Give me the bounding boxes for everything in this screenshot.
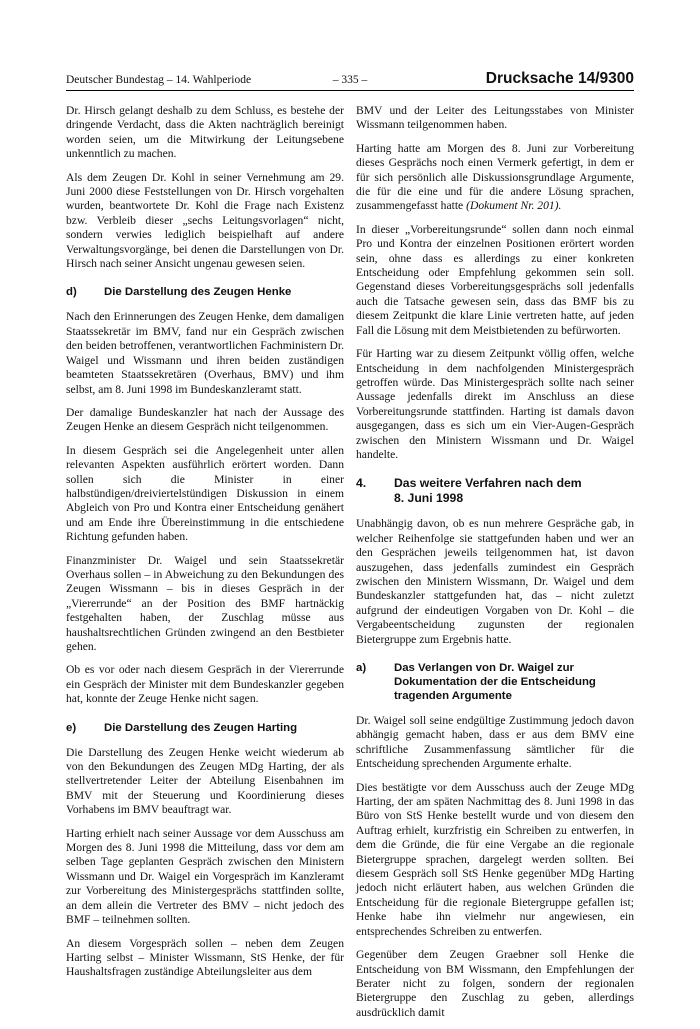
left-column bbox=[66, 104, 344, 989]
paragraph: Der damalige Bundeskanzler hat nach der Aussage des Zeugen Henke an diesem Gespräch nicht teilgenommen. bbox=[66, 405, 344, 434]
section-title-line: Das weitere Verfahren nach dem bbox=[394, 476, 582, 491]
page-number: – 335 – bbox=[332, 74, 368, 86]
paragraph: Für Harting war zu diesem Zeitpunkt völlig offen, welche Entscheidung in dem nachfolgenden Ministergespräch getroffen würde. Das Ministergespräch sollte nach seiner Aussage jedenfalls direkt im Anschluss an diese Vorbereitungsrunde stattfinden. Harting ist damals davon ausgegangen, dass es sich um ein Vier-Augen-Gespräch zwischen den Ministern Wissmann und Dr. Waigel handelte. bbox=[356, 347, 634, 461]
section-heading-d bbox=[66, 285, 344, 299]
section-title-line: 8. Juni 1998 bbox=[394, 491, 464, 506]
paragraph: In diesem Gespräch sei die Angelegenheit unter allen relevanten Aspekten ausführlich erörtert worden. Dann sollen sich die Minister in einer halbstündigen/dreiviertelstündigen Diskussion in einem Abgleich von Pro und Kontra einer Entscheidung genähert und am Ende ihre Übereinstimmung in die entschiedene Richtung gefunden haben. bbox=[66, 443, 344, 544]
header-publication: Deutscher Bundestag – 14. Wahlperiode bbox=[66, 74, 252, 86]
paragraph: An diesem Vorgespräch sollen – neben dem Zeugen Harting selbst – Minister Wissmann, StS Henke, der für Haushaltsfragen zuständige Abteilungsleiter aus dem bbox=[66, 936, 344, 979]
paragraph: Die Darstellung des Zeugen Henke weicht wiederum ab von den Bekundungen des Zeugen MDg Harting, der als stellvertretender Leiter der Abteilung Eisenbahnen im BMV mit der Steuerung und Koordinierung dieses Vorhabens im BMV beauftragt war. bbox=[66, 745, 344, 817]
section-heading-a bbox=[356, 661, 634, 703]
section-title-line: Dokumentation der die Entscheidung bbox=[394, 676, 596, 688]
paragraph bbox=[356, 142, 634, 214]
section-number: d) bbox=[66, 286, 77, 299]
paragraph: Unabhängig davon, ob es nun mehrere Gespräche gab, in welcher Reihenfolge sie stattgefunden haben und wer an den Gesprächen jeweils teilgenommen hat, ist davon auszugehen, dass jedenfalls zumindest ein Gespräch zwischen den Ministern Wissmann, Dr. Waigel und dem Bundeskanzler stattgefunden hat, das – nicht zuletzt aufgrund der eindeutigen Vorgaben von Dr. Kohl – die Vergabeentscheidung zugunsten der regionalen Bietergruppe zum Ergebnis hatte. bbox=[356, 517, 634, 646]
section-heading-e bbox=[66, 721, 344, 735]
section-title: Die Darstellung des Zeugen Harting bbox=[104, 721, 298, 734]
paragraph: Dr. Waigel soll seine endgültige Zustimmung jedoch davon abhängig gemacht haben, dass er aus dem BMV eine schriftliche Zusammenfassung sämtlicher für die Entscheidung sprechenden Argumente erhalte. bbox=[356, 714, 634, 771]
document-reference: (Dokument Nr. 201). bbox=[466, 199, 562, 213]
right-column bbox=[356, 104, 634, 1029]
paragraph: In dieser „Vorbereitungsrunde“ sollen dann noch einmal Pro und Kontra der einzelnen Positionen erörtert worden sein, ohne dass es allerdings zu einer konkreten Entscheidung oder Empfehlung gekommen sein soll. Gegenstand dieses Vorbereitungsgesprächs soll jedenfalls auch die Tatsache gewesen sein, dass das BMF bis zu diesem Zeitpunkt die klare Linie vertreten hatte, auf jeden Fall die Lösung mit dem Meistbietenden zu befürworten. bbox=[356, 222, 634, 337]
document-number: Drucksache 14/9300 bbox=[485, 70, 634, 87]
section-title: Die Darstellung des Zeugen Henke bbox=[104, 286, 292, 299]
paragraph: Finanzminister Dr. Waigel und sein Staatssekretär Overhaus sollen – in Abweichung zu den Bekundungen des Zeugen Wissmann – bis in dieses Gespräch in der „Viererrunde“ an der Position des BMF hartnäckig festgehalten haben, der Zuschlag müsse aus haushaltsrechtlichen Gründen zwingend an den Bestbieter gehen. bbox=[66, 553, 344, 653]
paragraph: Dr. Hirsch gelangt deshalb zu dem Schluss, es bestehe der dringende Verdacht, dass die Akten nachträglich bereinigt worden seien, um die Mitwirkung der Leitungsebene unkenntlich zu machen. bbox=[66, 104, 344, 161]
section-title bbox=[394, 661, 596, 703]
paragraph: Als dem Zeugen Dr. Kohl in seiner Vernehmung am 29. Juni 2000 diese Feststellungen von Dr. Hirsch vorgehalten wurden, beantwortete Dr. Kohl die Frage nach Existenz bzw. Verbleib dieser „sechs Leitungsvorlagen“ nicht, sondern verwies lediglich beispielhaft auf andere Verwaltungsvorgänge, bei denen die Darstellungen von Dr. Hirsch nach seiner Ansicht ungenau gewesen seien. bbox=[66, 170, 344, 271]
paragraph: Dies bestätigte vor dem Ausschuss auch der Zeuge MDg Harting, der am späten Nachmittag des 8. Juni 1998 in das Büro von StS Henke bestellt wurde und von diesem den Auftrag erhielt, kurzfristig ein Schreiben zu entwerfen, in dem die Gründe, die für eine Vergabe an die regionale Bietergruppe sprachen, dargelegt werden sollten. Bei diesem Gespräch soll StS Henke gegenüber MDg Harting jedoch nicht erläutert haben, aus welchen Gründen die Entscheidung für die regionale Bietergruppe gefallen ist; Henke habe ihn vielmehr nur angewiesen, ein entsprechendes Schreiben zu entwerfen. bbox=[356, 780, 634, 938]
paragraph: Gegenüber dem Zeugen Graebner soll Henke die Entscheidung von BM Wissmann, den Empfehlungen der Berater nicht zu folgen, sondern der regionalen Bietergruppe den Zuschlag zu geben, allerdings ausdrücklich damit bbox=[356, 948, 634, 1019]
paragraph: Nach den Erinnerungen des Zeugen Henke, dem damaligen Staatssekretär im BMV, fand nur ein Gespräch zwischen den beiden betroffenen, verantwortlichen Fachministern Dr. Waigel und Wissmann und ihren beiden zuständigen beamteten Staatssekretären (Overhaus, BMV) und ihm selbst, am 8. Juni 1998 im Bundeskanzleramt statt. bbox=[66, 310, 344, 396]
paragraph: BMV und der Leiter des Leitungsstabes von Minister Wissmann teilgenommen haben. bbox=[356, 104, 634, 132]
section-number: e) bbox=[66, 721, 77, 734]
section-title bbox=[394, 476, 582, 506]
paragraph: Harting erhielt nach seiner Aussage vor dem Ausschuss am Morgen des 8. Juni 1998 die Mitteilung, dass vor dem am selben Tage geplanten Gespräch zwischen den Ministern Wissmann und Dr. Waigel ein Vorgespräch im Kanzleramt zur Vorbereitung des Ministergesprächs stattfinden sollte, an dem allein die Vertreter des BMV – nicht jedoch des BMF – teilnehmen sollten. bbox=[66, 826, 344, 927]
section-title-line: Das Verlangen von Dr. Waigel zur bbox=[394, 662, 574, 674]
paragraph: Ob es vor oder nach diesem Gespräch in der Viererrunde ein Gespräch der Minister mit dem Bundeskanzler gegeben hat, konnte der Zeuge Henke nicht sagen. bbox=[66, 663, 344, 706]
section-title-line: tragenden Argumente bbox=[394, 690, 512, 702]
page-header bbox=[66, 70, 634, 91]
section-number: 4. bbox=[356, 476, 367, 491]
section-heading-4 bbox=[356, 476, 634, 506]
section-number: a) bbox=[356, 662, 367, 674]
paragraph-text: Harting hatte am Morgen des 8. Juni zur Vorbereitung dieses Gesprächs noch einen Vermerk gefertigt, in dem er für sich persönlich alle Diskussionsgrundlage Argumente, die für die eine und für die andere Lösung sprachen, zusammengefasst hatte bbox=[356, 141, 634, 213]
